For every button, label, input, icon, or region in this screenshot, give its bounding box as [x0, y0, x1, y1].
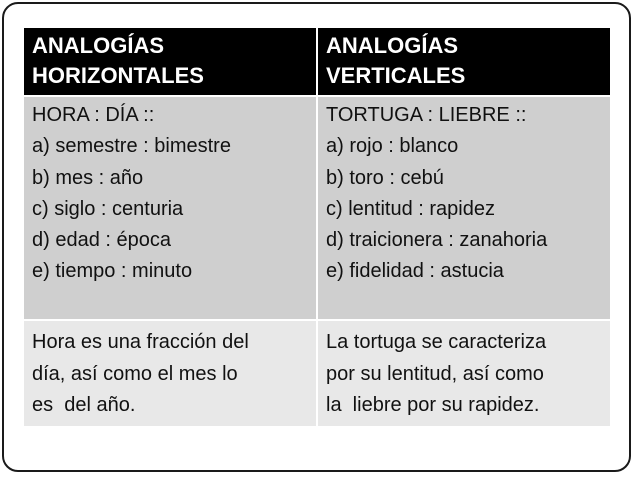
exercise-option: c) lentitud : rapidez	[326, 197, 495, 220]
exercise-option: a) semestre : bimestre	[32, 135, 231, 158]
explanation-line: es del año.	[32, 394, 136, 416]
exercise-vertical	[317, 96, 611, 320]
explanation-vertical	[317, 320, 611, 427]
exercise-option: d) edad : época	[32, 229, 171, 252]
explanation-line: día, así como el mes lo	[32, 362, 238, 385]
header-line: ANALOGÍAS	[32, 33, 164, 58]
explanation-line: la liebre por su rapidez.	[326, 394, 540, 416]
exercise-option: b) toro : cebú	[326, 166, 444, 189]
exercise-row	[23, 96, 611, 320]
explanation-horizontal	[23, 320, 317, 427]
exercise-option: c) siglo : centuria	[32, 197, 184, 220]
exercise-option: d) traicionera : zanahoria	[326, 229, 548, 252]
exercise-premise: HORA : DÍA ::	[32, 104, 155, 126]
exercise-option: e) fidelidad : astucia	[326, 260, 504, 283]
header-line: VERTICALES	[326, 63, 466, 88]
exercise-option: b) mes : año	[32, 166, 144, 189]
header-line: HORIZONTALES	[32, 63, 204, 88]
exercise-option: e) tiempo : minuto	[32, 260, 193, 283]
exercise-option: a) rojo : blanco	[326, 135, 459, 158]
analogy-table	[22, 26, 612, 428]
explanation-row	[23, 320, 611, 427]
explanation-line: La tortuga se caracteriza	[326, 331, 547, 353]
header-line: ANALOGÍAS	[326, 33, 458, 58]
explanation-line: por su lentitud, así como	[326, 362, 544, 385]
header-vertical-analogies	[317, 27, 611, 96]
exercise-horizontal	[23, 96, 317, 320]
explanation-line: Hora es una fracción del	[32, 331, 249, 353]
exercise-premise: TORTUGA : LIEBRE ::	[326, 104, 527, 126]
header-horizontal-analogies	[23, 27, 317, 96]
table-header-row	[23, 27, 611, 96]
